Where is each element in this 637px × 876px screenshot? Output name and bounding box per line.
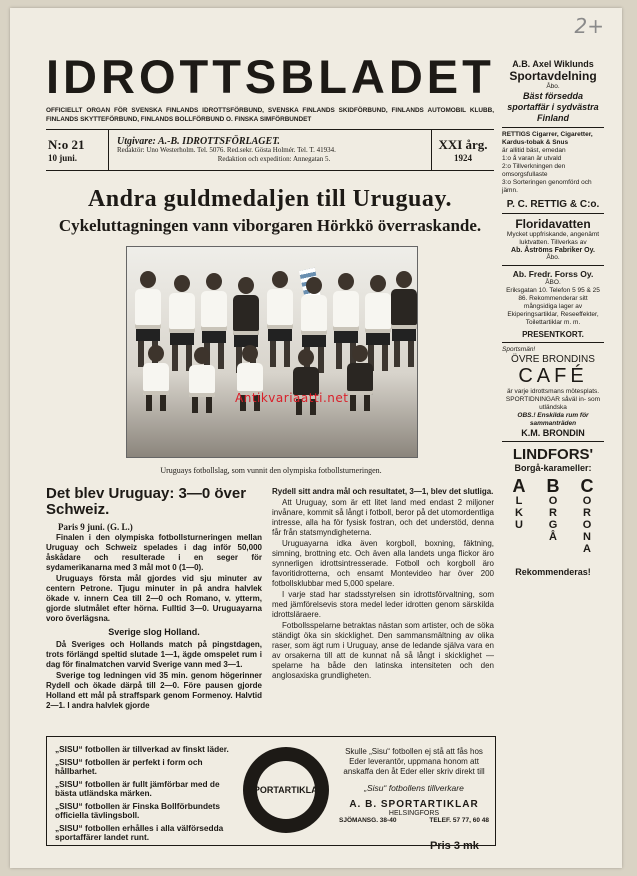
article-paragraph: Uruguayarna idka även korgboll, boxning, fäktning, simning, brottning etc. Och även alla landets unga flickor äro synnerligen idrottsintresserade. Fotboll och korgboll äro favoritidrotterna, och ensamt Montevideo har över 200 fotbollsklubbar med 5,000 spelare. <box>272 539 494 588</box>
player-figure <box>293 349 319 415</box>
candy-letter: O <box>582 495 592 507</box>
candy-letter: L <box>515 495 523 507</box>
rettig-line: är allitid bäst, emedan <box>502 147 566 154</box>
cafe-note: OBS.! Enskilda rum för sammanträden <box>517 412 589 427</box>
article-dateline: Paris 9 juni. (G. L.) <box>58 522 133 532</box>
sisu-claim: „SISU“ fotbollen är perfekt i form och hållbarhet. <box>55 756 203 776</box>
candy-letter: A <box>583 543 591 555</box>
player-figure <box>143 345 169 411</box>
candy-alku <box>513 477 526 563</box>
forss-firm: Ab. Fredr. Forss Oy. <box>512 269 594 279</box>
article-title: Det blev Uruguay: 3—0 över Schweiz. <box>46 485 247 518</box>
pencil-note: 2+ <box>574 14 604 38</box>
wiklund-ad <box>502 56 604 128</box>
sportartiklar-seal-icon <box>243 747 329 833</box>
player-figure <box>189 347 215 413</box>
wiklund-dept: Sportavdelning <box>509 69 597 83</box>
article-lead: Uruguays första mål gjordes vid sju minuter av centern Petrone. Tjugu minuter in på andra halvlek ökade v. innern Cea till 2—0 och Romano, v. ytterm, gjorde slutmålet efter hörna. Fulltid 3—0. Uruguayarna voro överlägsna. <box>46 574 262 623</box>
cafe-name: ÖVRE BRONDINS <box>511 354 595 365</box>
cafe-text: är varje idrottsmans mötesplats. SPORTIDNINGAR såväl in- som utländska <box>505 388 601 411</box>
volume-box <box>431 130 494 170</box>
sisu-contact-line <box>339 817 489 824</box>
rettig-ad <box>502 128 604 214</box>
candy-letter: B <box>546 476 560 496</box>
candy-letter: K <box>515 507 523 519</box>
publisher-info <box>109 137 431 164</box>
issue-box <box>46 130 109 170</box>
masthead <box>46 52 494 171</box>
florida-maker: Ab. Åströms Fabriker Oy. <box>511 247 595 254</box>
florida-city: Åbo. <box>546 254 560 261</box>
article-column-2 <box>272 486 494 682</box>
sisu-contact <box>339 747 489 824</box>
editors: Redaktör: Uno Westerholm. Tel. 5076. Red.sekr. Gösta Holmér. Tel. T. 41934. <box>117 145 336 154</box>
issue-date: 10 juni. <box>48 153 78 163</box>
sisu-city: HELSINGFORS <box>388 810 440 817</box>
rettig-firm: P. C. RETTIG & C:o. <box>506 199 600 210</box>
candy-letter: R <box>583 507 591 519</box>
team-photo <box>126 246 418 458</box>
article-paragraph: Sverige tog ledningen vid 35 min. genom högerinner Rydell och ökade därpå till 2—0. Före pausen gjorde Holland ett mål på straffspark genom Formenoy. Halvtid 2—1. I andra halvlek gjorde <box>46 671 262 710</box>
player-figure <box>347 345 373 411</box>
article-subhead: Sverige slog Holland. <box>108 627 200 637</box>
article-paragraph: Rydell sitt andra mål och resultatet, 3—1, blev det slutliga. <box>272 487 494 496</box>
candy-letter: Å <box>549 531 557 543</box>
lindfors-title: LINDFORS' <box>512 446 594 463</box>
sisu-claim: „SISU“ fotbollen erhålles i alla välförsedda sportaffärer landet runt. <box>55 822 224 842</box>
rettig-head: RETTIGS Cigarrer, Cigaretter, Kardus-tobak & Snus <box>502 131 593 146</box>
headline: Andra guldmedaljen till Uruguay. <box>87 186 453 212</box>
year: 1924 <box>454 153 472 163</box>
article-lead: Finalen i den olympiska fotbollsturneringen mellan Uruguay och Schweiz spelades i dag inför 50,000 åskådare och resulterade i en seger för sydamerikanarna med 3 mål mot 0 (1—0). <box>46 533 262 572</box>
sisu-text: Skulle „Sisu“ fotbollen ej stå att fås hos Eder leverantör, uppmana honom att anskaffa den åt Eder eller skriv direkt till <box>343 747 485 776</box>
issue-info-bar <box>46 129 494 171</box>
wiklund-name: A.B. Axel Wiklunds <box>512 59 594 69</box>
candy-letter: U <box>515 519 523 531</box>
candy-borga <box>547 477 560 563</box>
wiklund-slogan: Bäst försedda sportaffär i sydvästra Finland <box>507 91 599 123</box>
florida-title: Floridavatten <box>515 217 591 231</box>
forss-text: Eriksgatan 10. Telefon 5 95 & 25 86. Rekommenderar sitt mångsidiga lager av Ekiperingsartiklar, Reseeffekter, Toilettartiklar m. m. <box>506 287 600 326</box>
candy-letter: O <box>582 519 592 531</box>
candy-letter: N <box>583 531 591 543</box>
subheadline: Cykeluttagningen vann viborgaren Hörkkö överraskande. <box>58 216 482 235</box>
lindfors-recommend: Rekommenderas! <box>515 567 591 577</box>
sisu-claim: „SISU“ fotbollen är fullt jämförbar med de bästa utländska märken. <box>55 778 220 798</box>
forss-ad <box>502 266 604 343</box>
candy-letter: C <box>580 476 594 496</box>
sisu-firm: A. B. SPORTARTIKLAR <box>349 799 479 810</box>
price: Pris 3 mk <box>430 840 479 852</box>
newspaper-subtitle: OFFICIELLT ORGAN FÖR SVENSKA FINLANDS IDROTTSFÖRBUND, SVENSKA FINLANDS SKIDFÖRBUND, FINLANDS AUTOMOBIL KLUBB, FINLANDS SKYTTEFÖRBUND, FINLANDS BOLLFÖRBUND O. FINSKA SIMFÖRBUNDET <box>46 107 494 123</box>
cafe-owner: K.M. BRONDIN <box>521 428 585 438</box>
candy-letter: G <box>548 519 558 531</box>
presentkort: PRESENTKORT. <box>522 330 584 339</box>
watermark: Antikvariaatti.net <box>235 391 349 405</box>
candy-letter: R <box>549 507 557 519</box>
florida-desc: Mycket uppfriskande, angenämt luktvatten. Tillverkas av <box>506 231 600 246</box>
sisu-phone: TELEF. 57 77, 60 48 <box>429 817 489 824</box>
candy-corona <box>581 477 594 563</box>
article-paragraph: Att Uruguay, som är ett litet land med endast 2 miljoner invånare, kommit så långt i fotboll, beror på det utomordentliga intresse, alla ha för fysisk fostran, och det understöd, denna får från statsmyndigheterna. <box>272 498 494 537</box>
seal-label: SPORTARTIKLAR <box>257 761 315 819</box>
article-paragraph: Fotbollsspelarne betraktas nästan som artister, och de söka ständigt öka sin skicklighet. Den sammansmältning av olika raser, som ägt rum i Uruguay, anse de ledande själva vara en av orsakerna till att de kunnat nå så långt i skicklighet — spelarne ha både den latinska intensiteten och den anglosaxiska grundligheten. <box>272 621 494 680</box>
player-figure <box>267 271 293 367</box>
photo-caption: Uruguays fotbollslag, som vunnit den olympiska fotbollsturneringen. <box>160 466 382 475</box>
rettig-line: 3:o Sorteringen genomförd och jämn. <box>502 179 592 194</box>
lindfors-subtitle: Borgå-karameller: <box>514 463 592 473</box>
candy-brands <box>502 477 604 563</box>
forss-city: ÅBO. <box>545 279 561 286</box>
issue-number: N:o 21 <box>48 137 85 152</box>
candy-letter: A <box>512 476 526 496</box>
cafe-tagline: Sportsmän! <box>502 346 536 353</box>
publisher: Utgivare: A.-B. IDROTTSFÖRLAGET. <box>117 135 280 147</box>
cafe-ad <box>502 343 604 442</box>
sisu-claim: „SISU“ fotbollen är Finska Bollförbundets officiella tävlingsboll. <box>55 800 221 820</box>
newspaper-title: IDROTTSBLADET <box>46 50 495 103</box>
article-column-1 <box>46 486 262 712</box>
article-paragraph: Då Sveriges och Hollands match på pingstdagen, trots förlängd speltid slutade 1—1, ägde omspelet rum i dag för finalmatchen varvid Sverige vann med 3—1. <box>46 640 262 669</box>
sisu-slogan: „Sisu“ fotbollens tillverkare <box>364 783 464 793</box>
sisu-claims <box>55 745 237 846</box>
sisu-claim: „SISU“ fotbollen är tillverkad av finskt läder. <box>55 744 229 754</box>
ad-sidebar <box>502 56 604 577</box>
cafe-title: CAFÉ <box>518 365 588 387</box>
florida-ad <box>502 214 604 266</box>
sisu-address: SJÖMANSG. 38-40 <box>339 817 397 824</box>
candy-letter: O <box>548 495 558 507</box>
wiklund-city: Åbo. <box>546 83 560 90</box>
sisu-advertisement <box>46 736 496 846</box>
article-paragraph: I varje stad har stadsstyrelsen sin idrottsförvaltning, som med jämförelsevis stora medel leder idrotten genom särskilda idrottsläraere. <box>272 590 494 619</box>
lindfors-ad <box>502 442 604 577</box>
office: Redaktion och expedition: Annegatan 5. <box>217 154 331 163</box>
newspaper-page <box>10 8 622 868</box>
rettig-line: 2:o Tillverkningen den omsorgsfullaste <box>502 163 566 178</box>
rettig-line: 1:o å varan är utvald <box>502 155 562 162</box>
player-figure <box>391 271 417 367</box>
volume: XXI årg. <box>438 137 488 152</box>
